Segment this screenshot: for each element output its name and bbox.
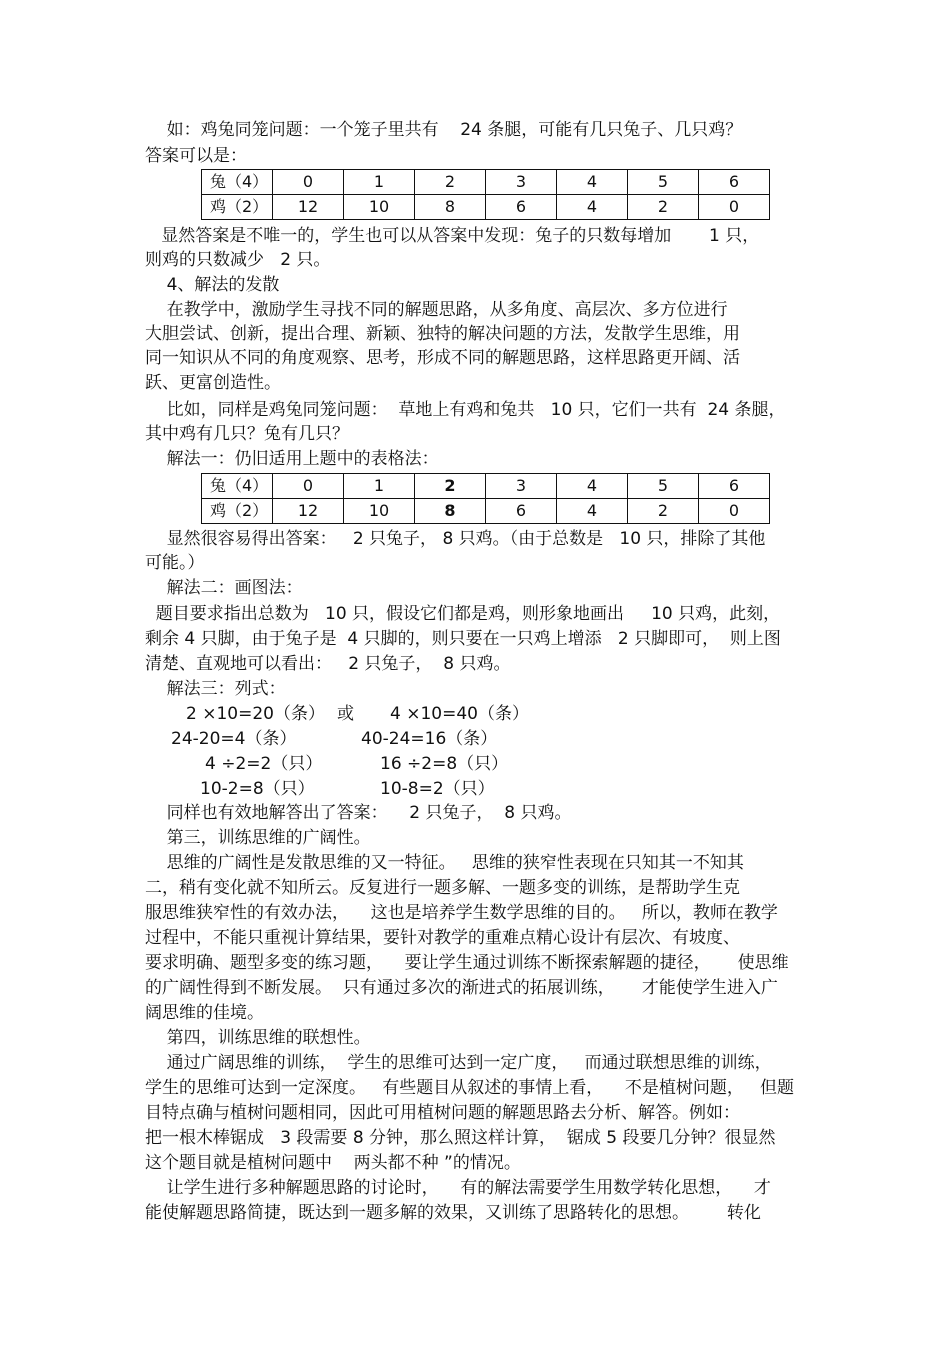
text-line: 比如，同样是鸡兔同笼问题： 草地上有鸡和兔共 10 只，它们一共有 24 条腿， — [145, 400, 786, 420]
equation: 40-24=16（条） — [361, 729, 498, 749]
text-line: 这个题目就是植树问题中 两头都不种 ”的情况。 — [145, 1153, 521, 1173]
table-cell: 4 — [557, 195, 628, 220]
text-line: 思维的广阔性是发散思维的又一特征。 思维的狭窄性表现在只知其一不知其 — [145, 853, 744, 873]
text-line: 清楚、直观地可以看出： 2 只兔子， 8 只鸡。 — [145, 654, 511, 674]
text-line: 可能。） — [145, 553, 205, 573]
table-cell: 6 — [486, 499, 557, 524]
table-cell: 12 — [273, 499, 344, 524]
answer-table-2 — [201, 473, 770, 524]
text-line: 跃、更富创造性。 — [145, 373, 281, 393]
text-line: 把一根木棒锯成 3 段需要 8 分钟，那么照这样计算， 锯成 5 段要几分钟？很显然 — [145, 1128, 776, 1148]
text-line: 显然答案是不唯一的，学生也可以从答案中发现：兔子的只数每增加 1 只， — [145, 226, 760, 246]
text-line: 通过广阔思维的训练， 学生的思维可达到一定广度， 而通过联想思维的训练， — [145, 1053, 772, 1073]
table-cell: 0 — [699, 499, 770, 524]
text-line: 让学生进行多种解题思路的讨论时， 有的解法需要学生用数学转化思想， 才 — [145, 1178, 771, 1198]
text-line: 能使解题思路简捷，既达到一题多解的效果，又训练了思路转化的思想。 转化 — [145, 1203, 761, 1223]
equation: 2 ×10=20（条） — [186, 704, 325, 724]
text-line: 大胆尝试、创新，提出合理、新颖、独特的解决问题的方法，发散学生思维，用 — [145, 324, 740, 344]
text-line: 解法一：仍旧适用上题中的表格法： — [145, 449, 439, 469]
table-cell: 4 — [557, 474, 628, 499]
table-cell: 5 — [628, 474, 699, 499]
table-cell: 6 — [699, 170, 770, 195]
text-line: 服思维狭窄性的有效办法， 这也是培养学生数学思维的目的。 所以，教师在教学 — [145, 903, 778, 923]
text-line: 剩余 4 只脚，由于兔子是 4 只脚的，则只要在一只鸡上增添 2 只脚即可， 则上图 — [145, 629, 781, 649]
table-cell: 10 — [344, 195, 415, 220]
table-cell: 0 — [273, 170, 344, 195]
text-line: 的广阔性得到不断发展。 只有通过多次的渐进式的拓展训练， 才能使学生进入广 — [145, 978, 778, 998]
text-line: 如：鸡兔同笼问题：一个笼子里共有 24 条腿，可能有几只兔子、几只鸡？ — [145, 120, 743, 140]
row-header-rabbit: 兔（4） — [202, 170, 273, 195]
table-cell: 1 — [344, 474, 415, 499]
table-cell: 8 — [415, 195, 486, 220]
table-cell: 0 — [273, 474, 344, 499]
equation: 10-2=8（只） — [200, 779, 315, 799]
text-line: 要求明确、题型多变的练习题， 要让学生通过训练不断探索解题的捷径， 使思维 — [145, 953, 789, 973]
equation: 24-20=4（条） — [171, 729, 297, 749]
section-heading: 4、解法的发散 — [145, 275, 280, 295]
text-line: 同一知识从不同的角度观察、思考，形成不同的解题思路，这样思路更开阔、活 — [145, 348, 740, 368]
table-row — [202, 499, 770, 524]
table-cell: 12 — [273, 195, 344, 220]
table-cell: 3 — [486, 170, 557, 195]
text-line: 答案可以是： — [145, 146, 247, 166]
table-cell: 2 — [628, 499, 699, 524]
table-cell: 1 — [344, 170, 415, 195]
text-line: 显然很容易得出答案： 2 只兔子， 8 只鸡。（由于总数是 10 只，排除了其他 — [145, 529, 766, 549]
table-cell: 2 — [628, 195, 699, 220]
equation: 10-8=2（只） — [380, 779, 495, 799]
table-cell: 6 — [699, 474, 770, 499]
table-cell: 2 — [415, 170, 486, 195]
table-cell-highlighted: 2 — [415, 474, 486, 499]
text-line: 在教学中，激励学生寻找不同的解题思路，从多角度、高层次、多方位进行 — [145, 300, 728, 320]
row-header-rabbit: 兔（4） — [202, 474, 273, 499]
text-line: 过程中，不能只重视计算结果，要针对教学的重难点精心设计有层次、有坡度、 — [145, 928, 740, 948]
text-line: 二，稍有变化就不知所云。反复进行一题多解、一题多变的训练，是帮助学生克 — [145, 878, 740, 898]
equation-or: 或 — [337, 704, 354, 724]
table-row — [202, 195, 770, 220]
text-line: 则鸡的只数减少 2 只。 — [145, 250, 331, 270]
section-heading: 第三，训练思维的广阔性。 — [145, 828, 371, 848]
section-heading: 第四，训练思维的联想性。 — [145, 1028, 371, 1048]
table-cell: 4 — [557, 499, 628, 524]
text-line: 阔思维的佳境。 — [145, 1003, 264, 1023]
equation: 4 ×10=40（条） — [390, 704, 529, 724]
table-cell: 4 — [557, 170, 628, 195]
text-line: 其中鸡有几只？兔有几只？ — [145, 424, 349, 444]
text-line: 题目要求指出总数为 10 只，假设它们都是鸡，则形象地画出 10 只鸡，此刻， — [145, 604, 781, 624]
table-cell: 6 — [486, 195, 557, 220]
table-cell: 3 — [486, 474, 557, 499]
table-row — [202, 474, 770, 499]
answer-table-1 — [201, 169, 770, 220]
row-header-chicken: 鸡（2） — [202, 499, 273, 524]
text-line: 解法二：画图法： — [145, 578, 303, 598]
text-line: 学生的思维可达到一定深度。 有些题目从叙述的事情上看， 不是植树问题， 但题 — [145, 1078, 795, 1098]
text-line: 同样也有效地解答出了答案： 2 只兔子， 8 只鸡。 — [145, 803, 572, 823]
table-cell: 5 — [628, 170, 699, 195]
table-cell-highlighted: 8 — [415, 499, 486, 524]
equation: 4 ÷2=2（只） — [205, 754, 323, 774]
text-line: 解法三：列式： — [145, 679, 286, 699]
table-cell: 10 — [344, 499, 415, 524]
equation: 16 ÷2=8（只） — [380, 754, 509, 774]
table-row — [202, 170, 770, 195]
row-header-chicken: 鸡（2） — [202, 195, 273, 220]
table-cell: 0 — [699, 195, 770, 220]
text-line: 目特点确与植树问题相同，因此可用植树问题的解题思路去分析、解答。例如： — [145, 1103, 740, 1123]
